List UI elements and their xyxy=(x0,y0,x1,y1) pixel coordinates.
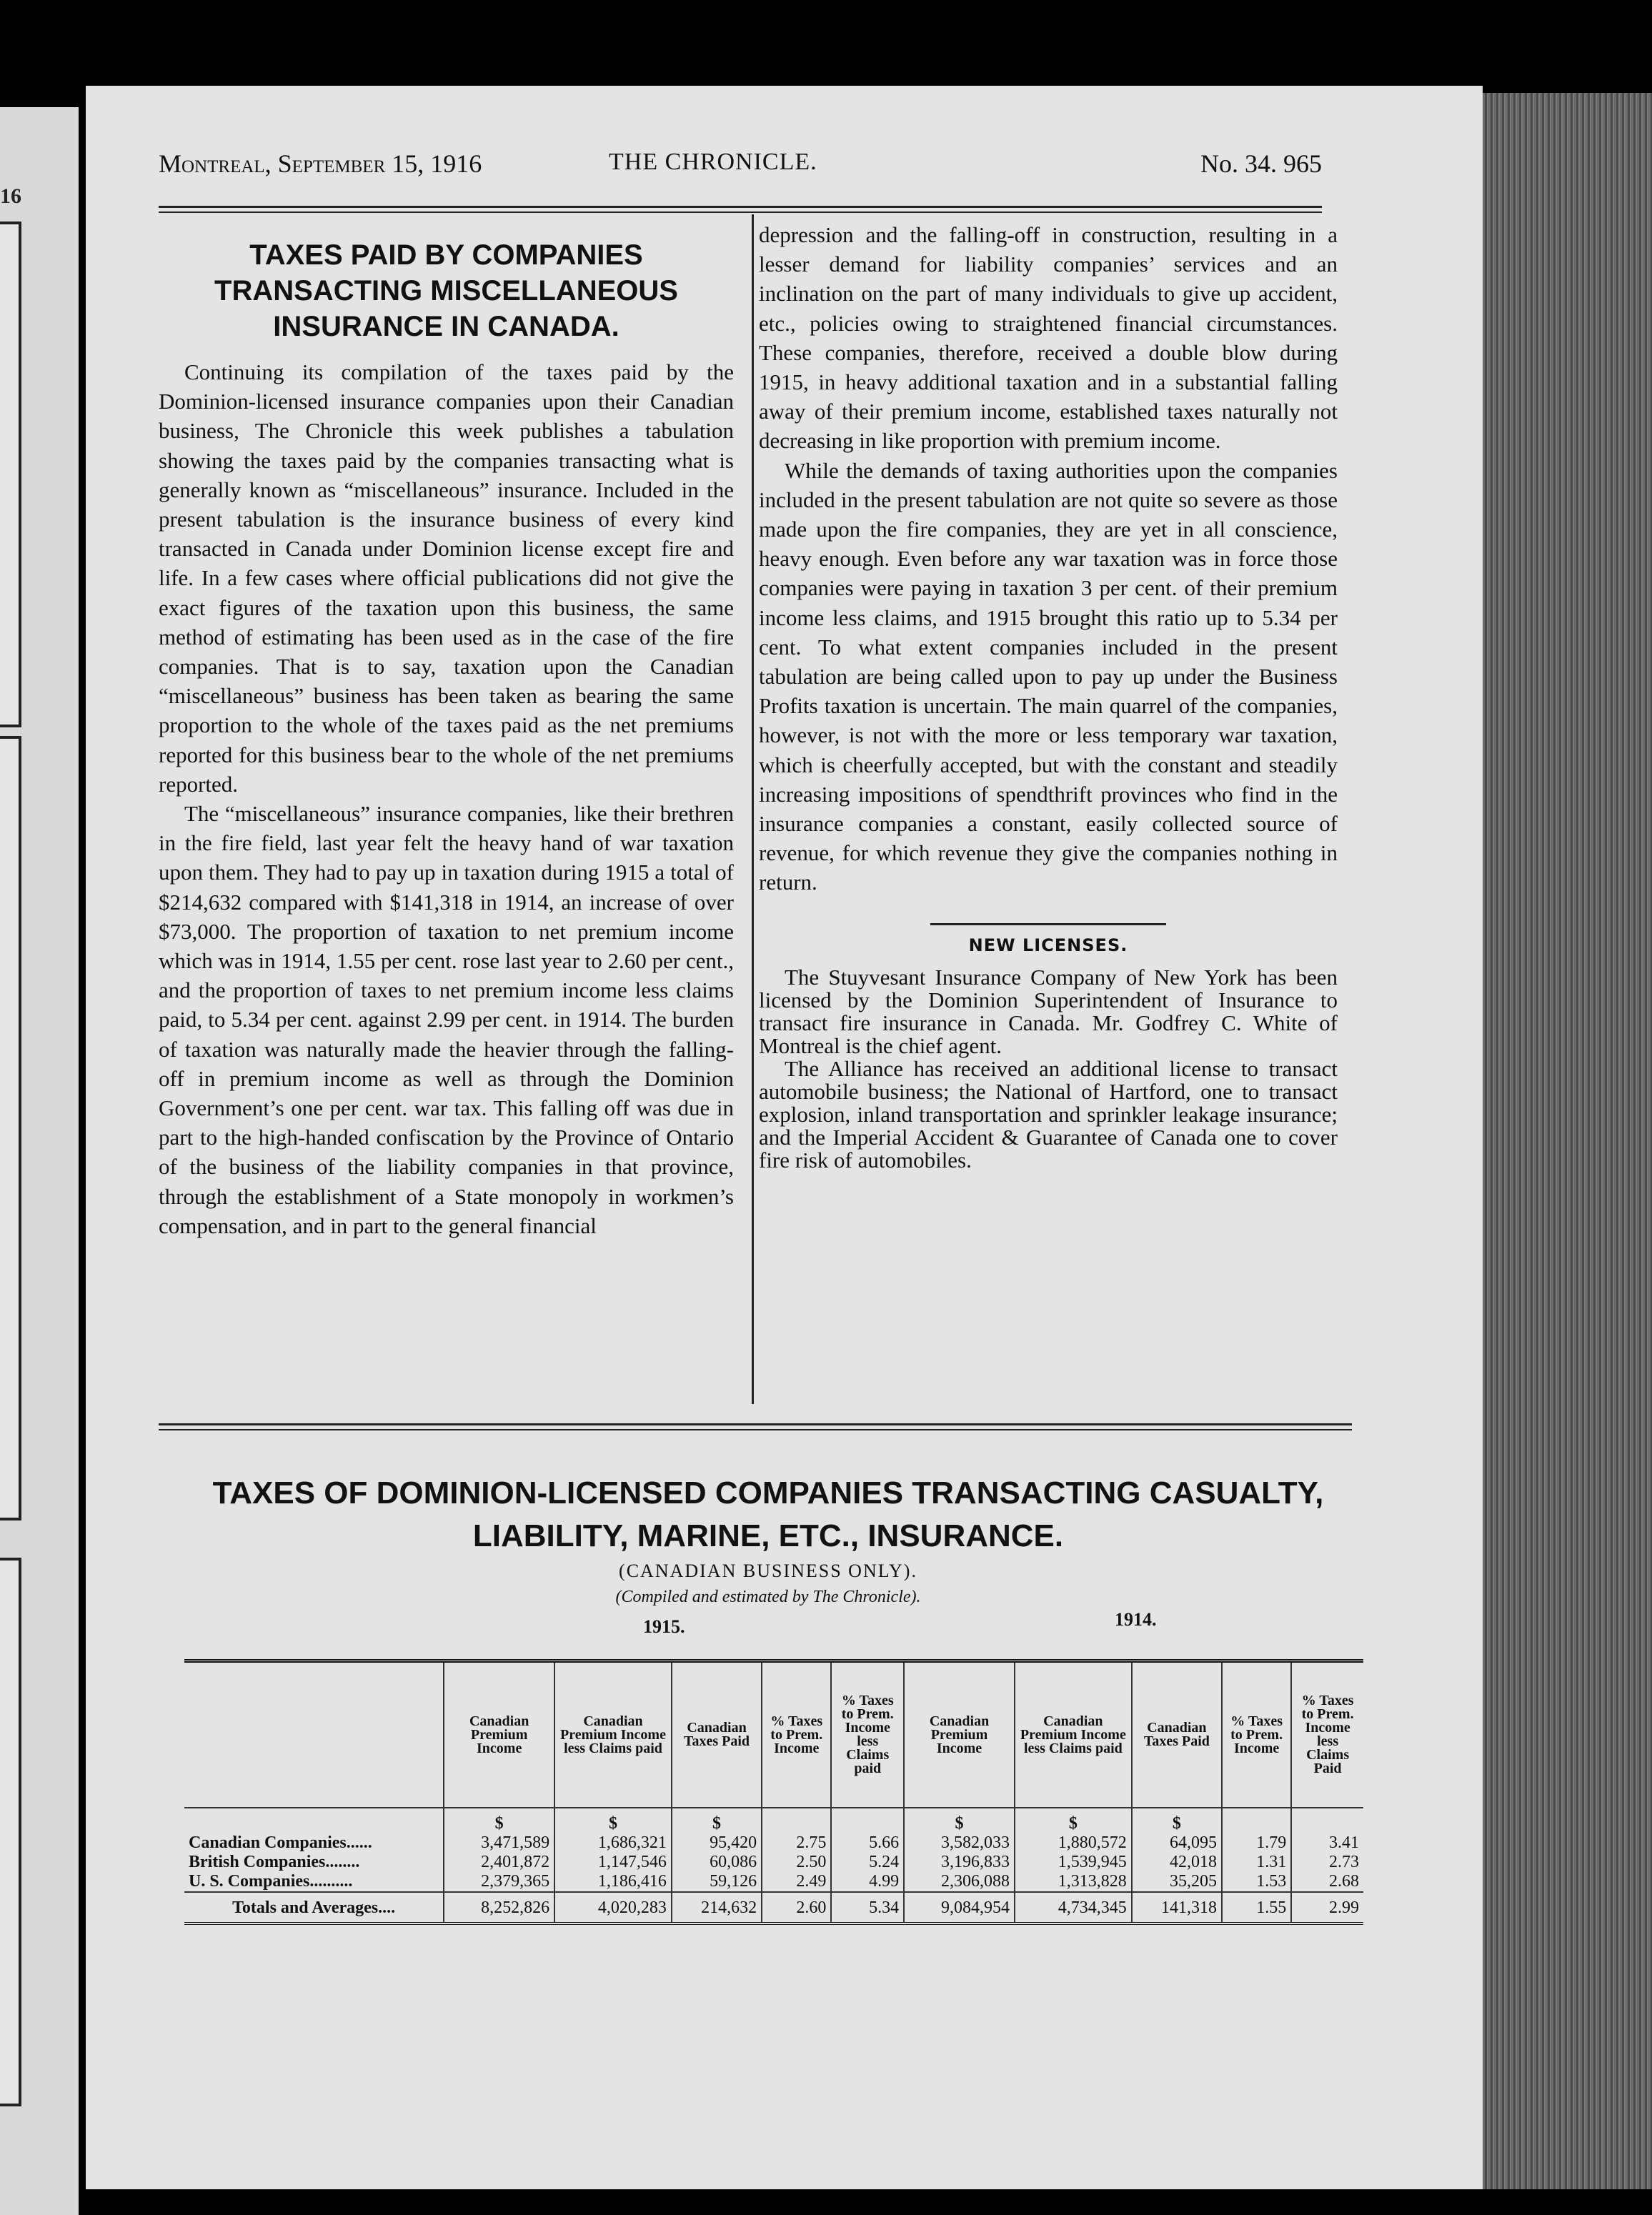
table-cell: 2.73 xyxy=(1291,1853,1363,1872)
column-header: Canadian Premium Income xyxy=(904,1661,1015,1808)
table-cell: 5.24 xyxy=(831,1853,904,1872)
table-cell xyxy=(831,1808,904,1833)
column-header: Canadian Premium Income less Claims paid xyxy=(1015,1661,1132,1808)
left-page-frame xyxy=(0,1558,21,2106)
table-cell: 1,186,416 xyxy=(554,1872,672,1892)
table-cell: $ xyxy=(904,1808,1015,1833)
left-page-frame xyxy=(0,736,21,1520)
table-cell: 2.68 xyxy=(1291,1872,1363,1892)
year-label: 1914. xyxy=(1115,1609,1157,1630)
table-cell: 2.99 xyxy=(1291,1892,1363,1923)
table-cell xyxy=(1291,1808,1363,1833)
table-cell: 4.99 xyxy=(831,1872,904,1892)
table-row xyxy=(184,1808,1363,1833)
table-cell: 95,420 xyxy=(672,1833,762,1853)
table-cell: 2.75 xyxy=(762,1833,831,1853)
year-label: 1915. xyxy=(643,1616,685,1637)
table-cell: 3.41 xyxy=(1291,1833,1363,1853)
table-cell: $ xyxy=(1015,1808,1132,1833)
table-cell: 1.55 xyxy=(1222,1892,1291,1923)
table-cell: 60,086 xyxy=(672,1853,762,1872)
table-cell: 1,313,828 xyxy=(1015,1872,1132,1892)
table-cell: 1,686,321 xyxy=(554,1833,672,1853)
table-cell: 3,196,833 xyxy=(904,1853,1015,1872)
table-cell: 35,205 xyxy=(1132,1872,1222,1892)
table-cell: 2,379,365 xyxy=(444,1872,554,1892)
table-cell: $ xyxy=(1132,1808,1222,1833)
row-label: British Companies........ xyxy=(189,1853,360,1871)
header-issue: No. 34. 965 xyxy=(1200,149,1322,178)
table-cell: $ xyxy=(554,1808,672,1833)
totals-row xyxy=(184,1892,1363,1923)
table-cell xyxy=(1222,1808,1291,1833)
table-row xyxy=(184,1872,1363,1892)
row-label: Canadian Companies...... xyxy=(189,1833,372,1852)
table-cell: 1.79 xyxy=(1222,1833,1291,1853)
table-title-line: LIABILITY, MARINE, ETC., INSURANCE. xyxy=(472,1518,1064,1553)
table-cell: 5.66 xyxy=(831,1833,904,1853)
table-cell: 214,632 xyxy=(672,1892,762,1923)
table-cell: $ xyxy=(672,1808,762,1833)
table-cell: 5.34 xyxy=(831,1892,904,1923)
table-cell: 2.49 xyxy=(762,1872,831,1892)
table-subtitle: (CANADIAN BUSINESS ONLY). xyxy=(619,1561,917,1581)
left-column xyxy=(159,237,734,1240)
article-paragraph: The Stuyvesant Insurance Company of New York has been licensed by the Dominion Superintendent of Insurance to transact fire insurance in Canada. Mr. Godfrey C. White of Montreal is the chief agent. xyxy=(759,964,1338,1058)
right-column xyxy=(759,220,1338,1172)
page-stack-edge xyxy=(1483,93,1652,2189)
table-cell: 9,084,954 xyxy=(904,1892,1015,1923)
table-cell: 2.50 xyxy=(762,1853,831,1872)
table-row xyxy=(184,1853,1363,1872)
table-cell: 1.31 xyxy=(1222,1853,1291,1872)
page-header xyxy=(159,149,1322,184)
table-title xyxy=(164,1472,1372,1558)
table-row xyxy=(184,1833,1363,1853)
section-headline: NEW LICENSES. xyxy=(968,935,1128,955)
table-cell xyxy=(762,1808,831,1833)
table-cell: 59,126 xyxy=(672,1872,762,1892)
header-rule xyxy=(159,206,1322,208)
table-cell: 2.60 xyxy=(762,1892,831,1923)
table-cell: 1.53 xyxy=(1222,1872,1291,1892)
table-cell: 42,018 xyxy=(1132,1853,1222,1872)
table-header-row xyxy=(184,1661,1363,1808)
table-cell: 64,095 xyxy=(1132,1833,1222,1853)
table-cell: 1,147,546 xyxy=(554,1853,672,1872)
table-cell: 141,318 xyxy=(1132,1892,1222,1923)
row-label: Totals and Averages.... xyxy=(184,1892,444,1923)
table-cell: 3,471,589 xyxy=(444,1833,554,1853)
column-header: % Taxes to Prem. Income xyxy=(762,1661,831,1808)
header-date: Montreal, September 15, 1916 xyxy=(159,149,482,178)
table-cell: 4,734,345 xyxy=(1015,1892,1132,1923)
column-header xyxy=(184,1661,444,1808)
table-cell: 2,306,088 xyxy=(904,1872,1015,1892)
column-divider xyxy=(752,214,754,1404)
column-header: Canadian Premium Income less Claims paid xyxy=(554,1661,672,1808)
header-title: THE CHRONICLE. xyxy=(609,149,817,175)
article-paragraph: While the demands of taxing authorities upon the companies included in the present tabulation are not quite so severe as those made upon the fire companies, they are yet in all conscience, heavy enough. Even before any war taxation was in force those companies were paying in taxation 3 per cent. of their premium income less claims, and 1915 brought this ratio up to 5.34 per cent. To what extent companies included in the present tabulation are being called upon to pay up under the Business Profits taxation is uncertain. The main quarrel of the companies, however, is not with the more or less temporary war taxation, which is cheerfully accepted, but with the constant and steadily increasing impositions of spendthrift provinces who find in the insurance companies a constant, easily collected source of revenue, for which revenue they give the companies nothing in return. xyxy=(759,457,1338,895)
table-cell: 1,880,572 xyxy=(1015,1833,1132,1853)
table-cell: 8,252,826 xyxy=(444,1892,554,1923)
header-rule xyxy=(159,211,1322,213)
left-page-number: 16 xyxy=(0,184,21,208)
article-paragraph: The Alliance has received an additional license to transact automobile business; the National of Hartford, one to transact explosion, inland transportation and sprinkler leakage insurance; and the Imperial Accident & Guarantee of Canada one to cover fire risk of automobiles. xyxy=(759,1055,1338,1173)
column-header: Canadian Premium Income xyxy=(444,1661,554,1808)
table-cell xyxy=(184,1808,444,1833)
table-compiled-note: (Compiled and estimated by The Chronicle). xyxy=(615,1588,921,1606)
article-paragraph: Continuing its compilation of the taxes paid by the Dominion-licensed insurance companies upon their Canadian business, The Chronicle this week publishes a tabulation showing the taxes paid by the companies transacting what is generally known as “miscellaneous” insurance. Included in the present tabulation is the insurance business of every kind transacted in Canada under Dominion license except fire and life. In a few cases where official publications did not give the exact figures of the taxation upon this business, the same method of estimating has been used as in the case of the fire companies. That is to say, taxation upon the Canadian “miscellaneous” business has been taken as bearing the same proportion to the whole of the taxes paid as the net premiums reported for this business bear to the whole of the net premiums reported. xyxy=(159,359,734,797)
column-header: % Taxes to Prem. Income xyxy=(1222,1661,1291,1808)
section-rule xyxy=(930,923,1166,925)
table-title-line: TAXES OF DOMINION-LICENSED COMPANIES TRANSACTING CASUALTY, xyxy=(212,1475,1324,1510)
article-paragraph: depression and the falling-off in construction, resulting in a lesser demand for liability companies’ services and an inclination on the part of many individuals to give up accident, etc., policies owing to straightened financial circumstances. These companies, therefore, received a double blow during 1915, in heavy additional taxation and in a substantial falling away of their premium income, established taxes naturally not decreasing in like proportion with premium income. xyxy=(759,222,1338,454)
column-header: Canadian Taxes Paid xyxy=(1132,1661,1222,1808)
section-rule xyxy=(159,1429,1352,1430)
section-rule xyxy=(159,1423,1352,1425)
article-paragraph: The “miscellaneous” insurance companies, like their brethren in the fire field, last year felt the heavy hand of war taxation upon them. They had to pay up in taxation during 1915 a total of $214,632 compared with $141,318 in 1914, an increase of over $73,000. The proportion of taxation to net premium income which was in 1914, 1.55 per cent. rose last year to 2.60 per cent., and the proportion of taxes to net premium income less claims paid, to 5.34 per cent. against 2.99 per cent. in 1914. The burden of taxation was naturally made the heavier through the falling-off in premium income as well as through the Dominion Government’s one per cent. war tax. This falling off was due in part to the high-handed confiscation by the Province of Ontario of the business of the liability companies in that province, through the establishment of a State monopoly in workmen’s compensation, and in part to the general financial xyxy=(159,801,734,1238)
table-cell: 3,582,033 xyxy=(904,1833,1015,1853)
taxes-table xyxy=(184,1659,1363,1925)
article-headline: TAXES PAID BY COMPANIES TRANSACTING MISCELLANEOUS INSURANCE IN CANADA. xyxy=(214,239,678,342)
column-header: Canadian Taxes Paid xyxy=(672,1661,762,1808)
table-cell: 4,020,283 xyxy=(554,1892,672,1923)
left-page-frame xyxy=(0,222,21,727)
table-cell: 1,539,945 xyxy=(1015,1853,1132,1872)
table-cell: 2,401,872 xyxy=(444,1853,554,1872)
column-header: % Taxes to Prem. Income less Claims paid xyxy=(831,1661,904,1808)
column-header: % Taxes to Prem. Income less Claims Paid xyxy=(1291,1661,1363,1808)
row-label: U. S. Companies.......... xyxy=(189,1872,353,1891)
table-cell: $ xyxy=(444,1808,554,1833)
